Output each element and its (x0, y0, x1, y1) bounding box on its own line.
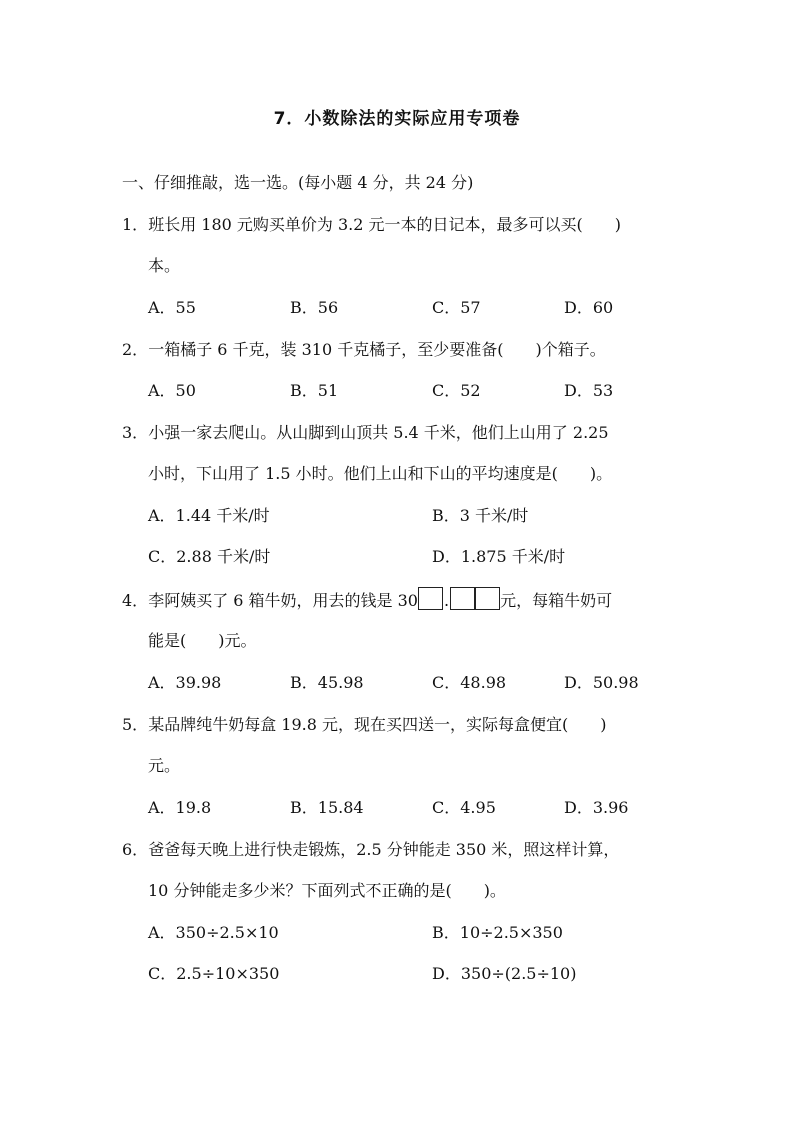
question-3-option-d[interactable]: D．1.875 千米/时 (432, 547, 566, 566)
question-5-option-a[interactable]: A．19.8 (148, 798, 212, 817)
question-4-option-b[interactable]: B．45.98 (290, 673, 364, 692)
blank-box-1[interactable] (418, 587, 443, 610)
question-text: 某品牌纯牛奶每盒 19.8 元，现在买四送一，实际每盒便宜( ) (148, 715, 607, 734)
question-text: 小强一家去爬山。从山脚到山顶共 5.4 千米，他们上山用了 2.25 (148, 423, 609, 442)
question-4-option-a[interactable]: A．39.98 (148, 673, 222, 692)
question-number: 2． (122, 340, 149, 359)
question-5-option-d[interactable]: D．3.96 (564, 798, 629, 817)
question-5-option-b[interactable]: B．15.84 (290, 798, 364, 817)
question-3-option-c[interactable]: C．2.88 千米/时 (148, 547, 271, 566)
question-3-line-2: 小时，下山用了 1.5 小时。他们上山和下山的平均速度是( )。 (148, 464, 613, 483)
question-5-line-1 (122, 712, 606, 735)
question-5-option-c[interactable]: C．4.95 (432, 798, 496, 817)
question-6-line-1 (122, 837, 619, 860)
question-text: 爸爸每天晚上进行快走锻炼，2.5 分钟能走 350 米，照这样计算， (148, 840, 620, 859)
question-6-option-c[interactable]: C．2.5÷10×350 (148, 964, 280, 983)
decimal-point: . (444, 591, 450, 610)
question-text: 元，每箱牛奶可 (500, 591, 613, 610)
question-1-option-b[interactable]: B．56 (290, 298, 339, 317)
question-4-option-d[interactable]: D．50.98 (564, 673, 639, 692)
question-2-option-d[interactable]: D．53 (564, 381, 614, 400)
question-2-option-a[interactable]: A．50 (148, 381, 196, 400)
question-4-option-c[interactable]: C．48.98 (432, 673, 507, 692)
question-3-line-1 (122, 420, 609, 443)
question-number: 1． (122, 215, 149, 234)
question-1-line-2: 本。 (148, 256, 181, 275)
question-4-line-2: 能是( )元。 (148, 631, 257, 650)
question-2-option-b[interactable]: B．51 (290, 381, 339, 400)
question-3-option-b[interactable]: B．3 千米/时 (432, 506, 529, 525)
question-1-option-a[interactable]: A．55 (148, 298, 196, 317)
section-heading: 一、仔细推敲，选一选。(每小题 4 分，共 24 分) (122, 173, 474, 192)
question-2-option-c[interactable]: C．52 (432, 381, 481, 400)
question-6-option-d[interactable]: D．350÷(2.5÷10) (432, 964, 577, 983)
question-6-line-2: 10 分钟能走多少米？下面列式不正确的是( )。 (148, 881, 506, 900)
question-1-option-d[interactable]: D．60 (564, 298, 614, 317)
blank-box-3[interactable] (475, 587, 500, 610)
question-6-option-b[interactable]: B．10÷2.5×350 (432, 923, 563, 942)
blank-box-2[interactable] (450, 587, 475, 610)
question-5-line-2: 元。 (148, 756, 181, 775)
question-number: 3． (122, 423, 149, 442)
question-text: 一箱橘子 6 千克，装 310 千克橘子，至少要准备( )个箱子。 (148, 340, 606, 359)
question-2-line-1 (122, 337, 606, 360)
page-title: 7．小数除法的实际应用专项卷 (273, 109, 521, 129)
question-number: 4． (122, 591, 149, 610)
question-6-option-a[interactable]: A．350÷2.5×10 (148, 923, 279, 942)
question-text: 李阿姨买了 6 箱牛奶，用去的钱是 30 (148, 591, 418, 610)
question-1-line-1 (122, 212, 621, 235)
question-text: 班长用 180 元购买单价为 3.2 元一本的日记本，最多可以买( ) (148, 215, 622, 234)
question-number: 6． (122, 840, 149, 859)
question-3-option-a[interactable]: A．1.44 千米/时 (148, 506, 270, 525)
question-4-line-1 (122, 587, 612, 611)
question-1-option-c[interactable]: C．57 (432, 298, 481, 317)
question-number: 5． (122, 715, 149, 734)
